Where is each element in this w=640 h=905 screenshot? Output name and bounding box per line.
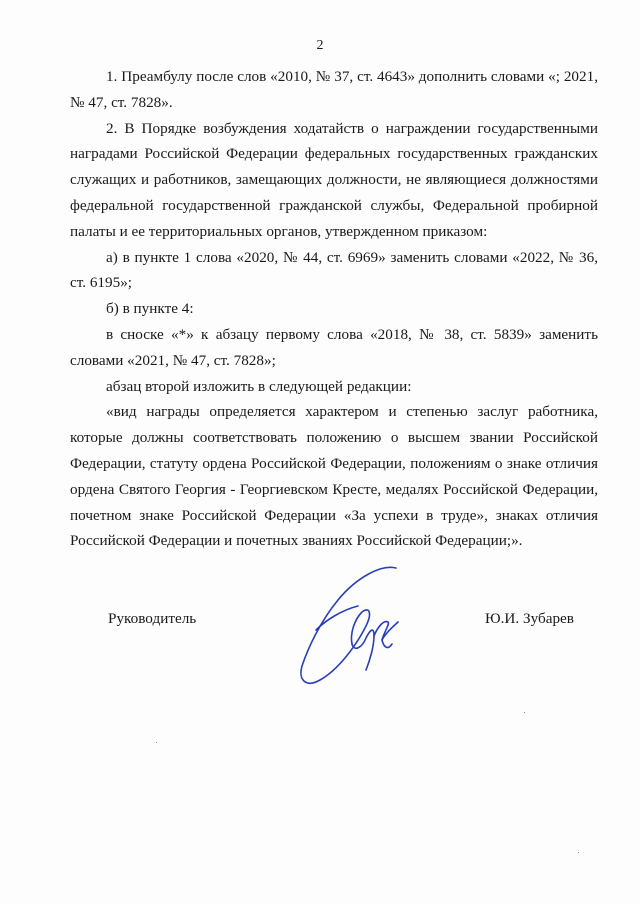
paragraph-4: б) в пункте 4: xyxy=(106,300,194,318)
document-body xyxy=(70,64,598,554)
paragraph-6: абзац второй изложить в следующей редакции: xyxy=(106,377,412,395)
paragraph-5: в сноске «*» к абзацу первому слова «2018, № 38, ст. 5839» заменить словами «2021, № 47, ст. 7828»; xyxy=(70,325,598,369)
page-number: 2 xyxy=(316,38,324,53)
position-title: Руководитель xyxy=(108,610,197,627)
paragraph-3: а) в пункте 1 слова «2020, № 44, ст. 6969» заменить словами «2022, № 36, ст. 6195»; xyxy=(70,248,598,292)
scan-speck xyxy=(578,852,579,853)
paragraph-7: «вид награды определяется характером и степенью заслуг работника, которые должны соответствовать положению о высшем звании Российской Федерации, статуту ордена Российской Федерации, положениям о знаке отличия ордена Святого Георгия - Георгиевском Кресте, медалях Российской Федерации, почетном знаке Российской Федерации «За успехи в труде», знаках отличия Российской Федерации и почетных званиях Российской Федерации;». xyxy=(70,403,598,550)
paragraph-2: 2. В Порядке возбуждения ходатайств о награждении государственными наградами Российской Федерации федеральных государственных гражданских служащих и работников, замещающих должности, не являющиеся должностями федеральной государственной гражданской службы, Федеральной пробирной палаты и ее территориальных органов, утвержденном приказом: xyxy=(70,119,598,240)
signer-name: Ю.И. Зубарев xyxy=(485,610,574,627)
scan-speck xyxy=(156,742,157,743)
handwritten-signature xyxy=(286,560,416,695)
scan-speck xyxy=(524,712,525,713)
paragraph-1: 1. Преамбулу после слов «2010, № 37, ст. 4643» дополнить словами «; 2021, № 47, ст. 7828». xyxy=(70,68,598,111)
